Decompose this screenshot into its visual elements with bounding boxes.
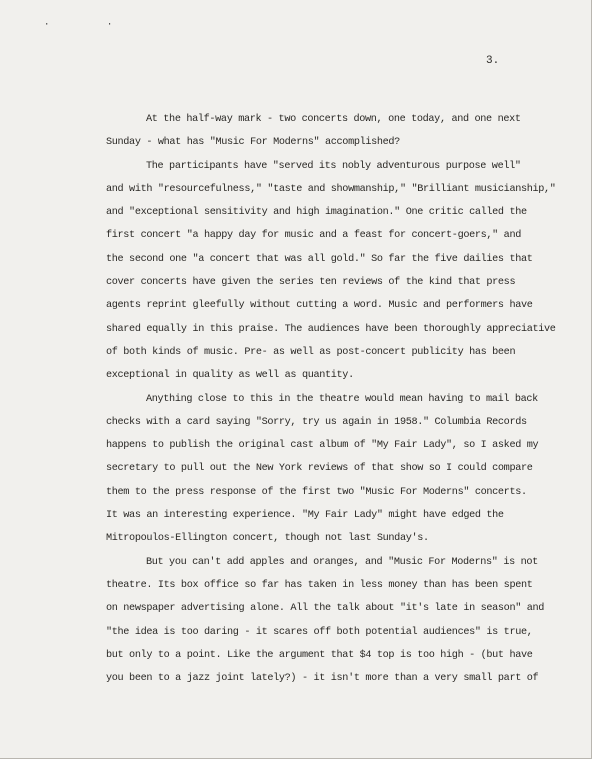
text-line: theatre. Its box office so far has taken in less money than has been spent: [106, 579, 533, 591]
text-line: on newspaper advertising alone. All the talk about "it's late in season" and: [106, 603, 545, 615]
text-line: happens to publish the original cast album of "My Fair Lady", so I asked my: [106, 440, 539, 452]
text-line: exceptional in quality as well as quantity.: [106, 370, 354, 382]
text-line: the second one "a concert that was all gold." So far the five dailies that: [106, 253, 533, 265]
paper-specks: · ·: [44, 20, 139, 30]
text-line: cover concerts have given the series ten reviews of the kind that press: [106, 277, 516, 289]
text-line: them to the press response of the first two "Music For Moderns" concerts.: [106, 486, 527, 498]
text-line: of both kinds of music. Pre- as well as post-concert publicity has been: [106, 346, 516, 358]
body-text: [106, 108, 561, 690]
text-line: It was an interesting experience. "My Fair Lady" might have edged the: [106, 510, 504, 522]
text-line: checks with a card saying "Sorry, try us again in 1958." Columbia Records: [106, 416, 527, 428]
text-line: The participants have "served its nobly adventurous purpose well": [146, 160, 521, 172]
text-line: Mitropoulos-Ellington concert, though not last Sunday's.: [106, 533, 429, 545]
text-line: Sunday - what has "Music For Moderns" accomplished?: [106, 137, 400, 149]
text-line: but only to a point. Like the argument that $4 top is too high - (but have: [106, 649, 533, 661]
text-line: agents reprint gleefully without cutting a word. Music and performers have: [106, 300, 533, 312]
text-line: first concert "a happy day for music and a feast for concert-goers," and: [106, 230, 521, 242]
text-line: and "exceptional sensitivity and high imagination." One critic called the: [106, 207, 527, 219]
text-line: you been to a jazz joint lately?) - it isn't more than a very small part of: [106, 673, 539, 685]
text-line: But you can't add apples and oranges, and "Music For Moderns" is not: [146, 556, 538, 568]
text-line: Anything close to this in the theatre would mean having to mail back: [146, 393, 538, 405]
page-number: 3.: [486, 55, 500, 67]
text-line: At the half-way mark - two concerts down, one today, and one next: [146, 114, 521, 125]
text-line: shared equally in this praise. The audiences have been thoroughly appreciative: [106, 323, 556, 335]
text-line: "the idea is too daring - it scares off both potential audiences" is true,: [106, 626, 533, 638]
text-line: and with "resourcefulness," "taste and showmanship," "Brilliant musicianship,": [106, 183, 556, 195]
text-line: secretary to pull out the New York reviews of that show so I could compare: [106, 463, 533, 475]
